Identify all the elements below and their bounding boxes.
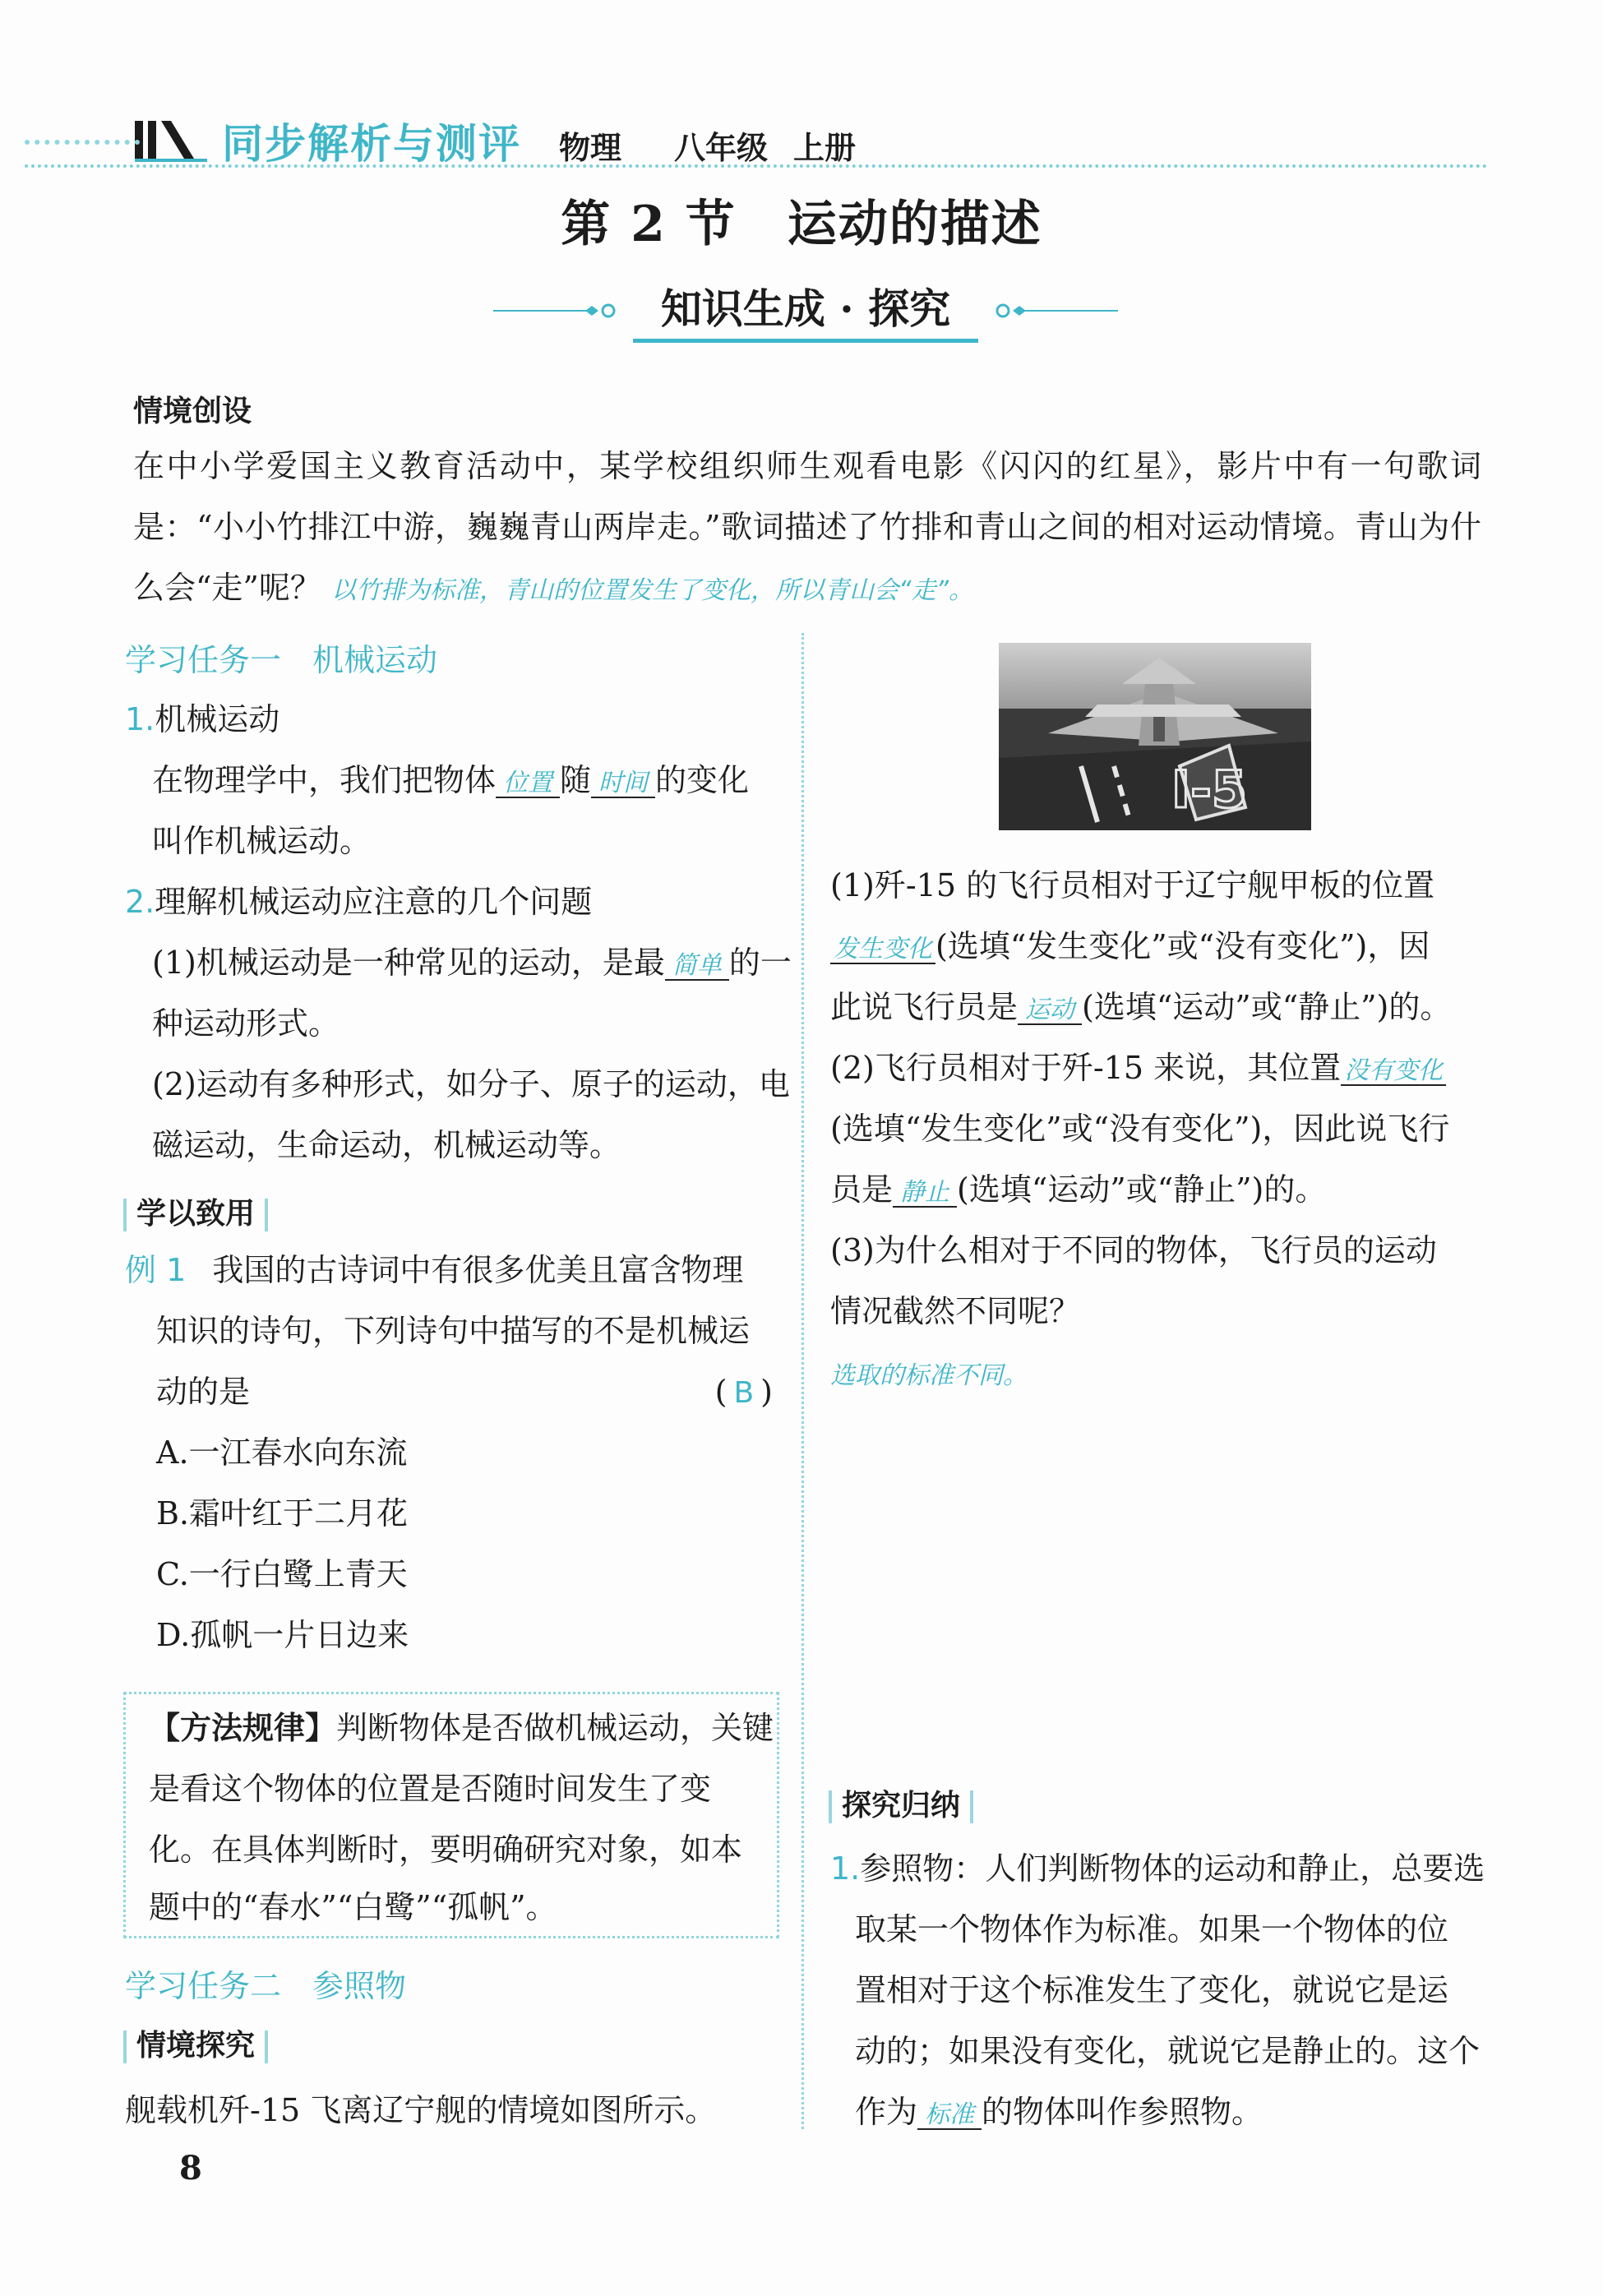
task1-item2-sub2: (2)运动有多种形式，如分子、原子的运动，电 [152,1066,790,1102]
scenario-label: 情境探究 [123,2022,268,2064]
series-logo-icon [132,116,214,162]
summary-line1 [830,1838,1485,1899]
method-line2: 是看这个物体的位置是否随时间发生了变 [149,1771,712,1807]
banner-title: 知识生成 · 探究 [633,276,978,343]
summary-line3: 置相对于这个标准发生了变化，就说它是运 [855,1972,1449,2008]
summary-text5b: 的物体叫作参照物。 [982,2094,1263,2130]
q1-line3 [830,977,1451,1037]
page-number: 8 [179,2149,202,2187]
task1-item1-line1 [152,750,785,811]
example-answer: B [733,1376,755,1410]
example-line2: 知识的诗句，下列诗句中描写的不是机械运 [156,1313,751,1349]
blank-moving: 运动 [1018,996,1082,1025]
item1-text-c: 的变化 [655,762,750,798]
summary-line4: 动的；如果没有变化，就说它是静止的。这个 [855,2033,1481,2069]
q3-line2: 情况截然不同呢？ [830,1293,1081,1329]
banner-ornament-right-icon [986,303,1118,319]
blank-standard: 标准 [917,2101,982,2130]
task1-title: 学习任务一 机械运动 [125,642,438,678]
answer-bracket-open: ( [714,1374,728,1410]
option-c: C.一行白鹭上青天 [156,1556,408,1592]
deck-marking: I-5 [1171,760,1247,820]
item2-sub1-text-a: (1)机械运动是一种常见的运动，是最 [152,945,665,981]
summary-line5 [855,2081,1263,2142]
q2-line1 [830,1037,1446,1098]
task1-item2-sub1 [152,932,793,993]
q2-line2: (选填“发生变化”或“没有变化”)，因此说飞行 [830,1111,1450,1147]
series-title: 同步解析与测评 [222,120,521,168]
volume-label: 上册 [793,130,857,166]
header-divider [25,164,1488,168]
task1-item2-sub2-cont: 磁运动，生命运动，机械运动等。 [152,1127,621,1163]
item1-title: 机械运动 [155,701,280,737]
q2-text-c: 员是 [830,1171,894,1208]
subject-label: 物理 [559,130,622,166]
q1-line1: (1)歼-15 的飞行员相对于辽宁舰甲板的位置 [830,867,1435,903]
q1-text-c: 此说飞行员是 [830,989,1019,1025]
task2-title: 学习任务二 参照物 [125,1968,407,2004]
q1-text-d: (选填“运动”或“静止”)的。 [1082,989,1452,1025]
method-line1 [149,1698,774,1758]
item1-number: 1. [125,701,155,737]
banner-ornament-left-icon [493,303,625,319]
answer-bracket-close: ) [760,1374,773,1410]
intro-answer: 以竹排为标准，青山的位置发生了变化，所以青山会“走”。 [330,576,974,605]
summary-label: 探究归纳 [829,1782,973,1824]
option-a: A.一江春水向东流 [156,1434,408,1471]
item2-title: 理解机械运动应注意的几个问题 [155,884,593,920]
grade-label: 八年级 [674,130,769,166]
option-b: B.霜叶红于二月花 [156,1495,409,1531]
blank-position: 位置 [496,769,560,798]
summary-text1: 参照物：人们判断物体的运动和静止，总要选 [860,1850,1485,1887]
item2-sub1-text-b: 的一 [728,945,792,981]
blank-simplest: 简单 [665,952,729,981]
method-box [123,1692,779,1938]
option-d: D.孤帆一片日边来 [156,1617,409,1653]
intro-paragraph [133,436,1481,621]
task1-item2-heading [125,871,592,932]
task1-item2-sub1-cont: 种运动形式。 [152,1005,340,1042]
q3-answer: 选取的标准不同。 [830,1361,1028,1390]
page-title: 第 2 节 运动的描述 [561,196,1042,253]
example-q1: 我国的古诗词中有很多优美且富含物理 [212,1252,744,1288]
q1-line2 [830,916,1430,977]
intro-label: 情境创设 [133,395,252,428]
method-label: 【方法规律】 [149,1710,337,1746]
summary-line2: 取某一个物体作为标准。如果一个物体的位 [855,1911,1449,1947]
q2-text-d: (选填“运动”或“静止”)的。 [957,1171,1327,1208]
item2-number: 2. [125,884,155,920]
apply-label: 学以致用 [123,1190,268,1232]
method-text1: 判断物体是否做机械运动，关键 [336,1710,774,1746]
aircraft-carrier-photo [999,643,1311,830]
blank-time: 时间 [591,769,655,798]
method-line3: 化。在具体判断时，要明确研究对象，如本 [149,1832,743,1868]
method-line4: 题中的“春水”“白鹭”“孤帆”。 [149,1889,557,1925]
item1-text-a: 在物理学中，我们把物体 [152,762,497,798]
example-label: 例 1 [125,1252,187,1288]
section-banner [493,271,1118,345]
intro-text: 在中小学爱国主义教育活动中，某学校组织师生观看电影《闪闪的红星》，影片中有一句歌词是：“小小竹排江中游，巍巍青山两岸走。”歌词描述了竹排和青山之间的相对运动情境。青山为什么会“走”呢？ [133,448,1481,606]
q3-line1: (3)为什么相对于不同的物体，飞行员的运动 [830,1232,1437,1268]
q2-text-a: (2)飞行员相对于歼-15 来说，其位置 [830,1050,1342,1086]
scenario-text: 舰载机歼-15 飞离辽宁舰的情境如图所示。 [125,2092,717,2128]
blank-still: 静止 [893,1179,957,1208]
task1-item1-heading [125,689,279,750]
example-line1 [125,1240,783,1300]
blank-unchanged: 没有变化 [1341,1057,1446,1086]
blank-changed: 发生变化 [830,935,935,964]
example-line3 [156,1361,781,1422]
item1-text-b: 随 [560,762,592,798]
task1-item1-line2: 叫作机械运动。 [152,823,372,859]
column-divider [802,633,804,2129]
example-q3: 动的是 [156,1374,251,1410]
summary-number: 1. [830,1850,861,1887]
header-dot-left [25,140,140,145]
summary-text5a: 作为 [855,2094,918,2130]
q1-text-b: (选填“发生变化”或“没有变化”)，因 [935,928,1430,964]
q2-line3 [830,1159,1326,1220]
